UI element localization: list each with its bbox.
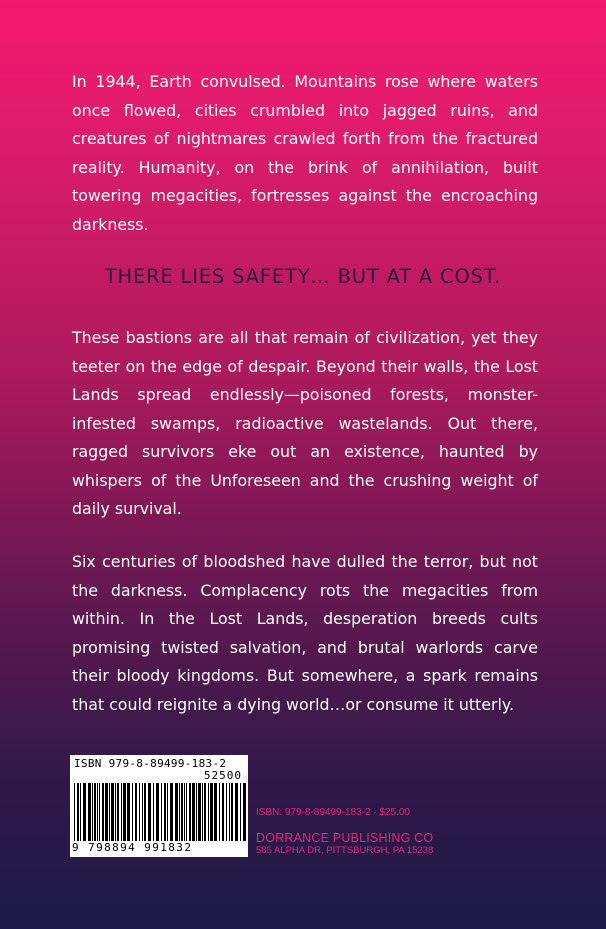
isbn-price: ISBN: 979-8-89499-183-2 · $25.00 [256, 807, 410, 818]
intro-paragraph: In 1944, Earth convulsed. Mountains rose where waters once flowed, cities crumbled into jagged ruins, and creatures of nightmares crawled forth from the fractured reality. Humanity, on the brink of annihilation, built towering megacities, fortresses against the encroaching darkness. [72, 72, 538, 234]
isbn-barcode [70, 755, 248, 857]
tagline: THERE LIES SAFETY… BUT AT A COST. [104, 265, 502, 288]
publisher-name: DORRANCE PUBLISHING CO [256, 831, 434, 845]
barcode-bars [72, 783, 246, 841]
barcode-price-code: 52500 [203, 769, 242, 782]
publisher-address: 585 ALPHA DR, PITTSBURGH, PA 15238 [256, 845, 434, 856]
barcode-number: 9 798894 991832 [72, 841, 193, 854]
bastions-paragraph: These bastions are all that remain of civilization, yet they teeter on the edge of despair. Beyond their walls, the Lost Lands spread endlessly—poisoned forests, monster-infested swamps, radioactive wastelands. Out there, ragged survivors eke out an existence, haunted by whispers of the Unforeseen and the crushing weight of daily survival. [72, 328, 538, 518]
publisher-info [256, 807, 433, 857]
barcode-isbn-label: ISBN 979-8-89499-183-2 [74, 757, 227, 770]
centuries-paragraph: Six centuries of bloodshed have dulled the terror, but not the darkness. Complacency rots the megacities from within. In the Lost Lands, desperation breeds cults promising twisted salvation, and brutal warlords carve their bloody kingdoms. But somewhere, a spark remains that could reignite a dying world…or consume it utterly. [72, 552, 538, 714]
